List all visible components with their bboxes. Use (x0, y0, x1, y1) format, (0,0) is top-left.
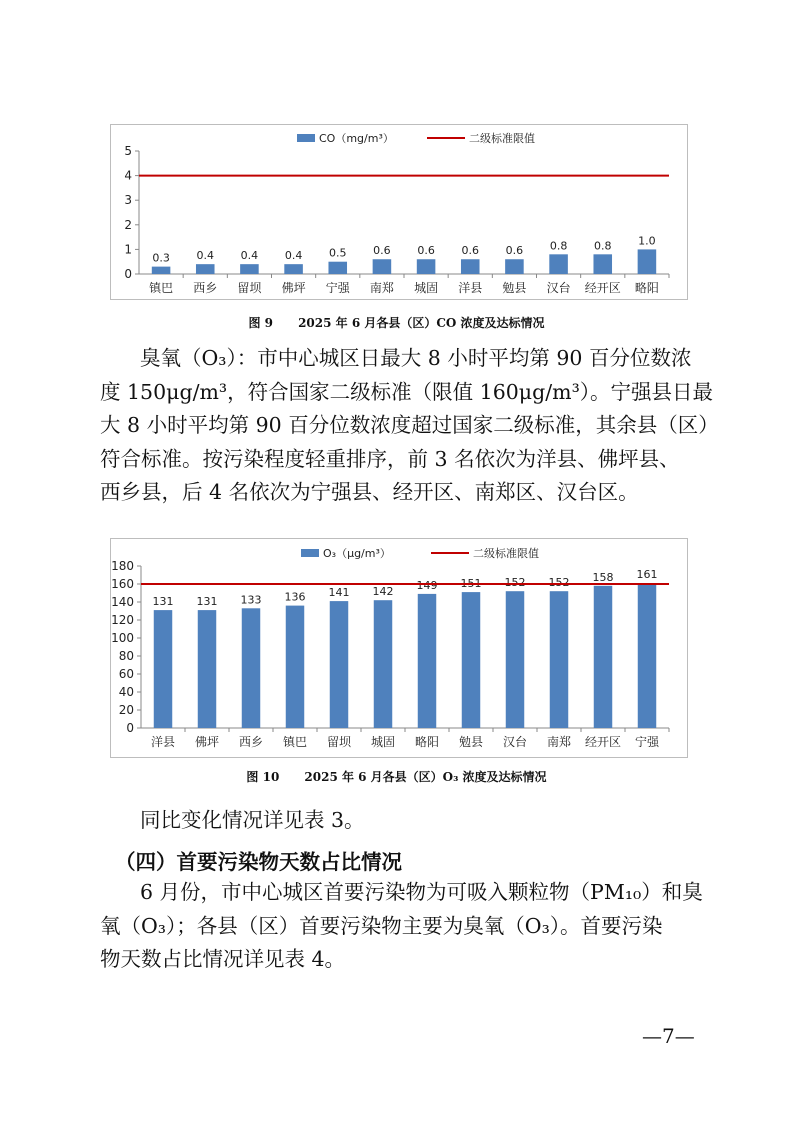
x-category-label: 汉台 (502, 735, 528, 749)
bar (196, 264, 215, 274)
bar-value-label: 141 (328, 586, 350, 600)
bar-value-label: 0.4 (196, 249, 214, 263)
bar-value-label: 158 (592, 570, 614, 584)
x-category-label: 经开区 (584, 735, 622, 749)
primary-pollutant-paragraph (100, 876, 703, 977)
bar (462, 592, 480, 728)
x-category-label: 城固 (370, 735, 396, 749)
x-category-label: 经开区 (584, 281, 621, 295)
figure-9-title: 2025 年 6 月各县（区）CO 浓度及达标情况 (298, 316, 545, 330)
bar-value-label: 0.6 (461, 244, 479, 258)
y-tick-label: 1 (124, 242, 132, 257)
figure-10-label: 图 10 (246, 770, 280, 784)
y-tick-label: 4 (124, 168, 132, 183)
bar-value-label: 131 (152, 595, 174, 609)
bar (594, 586, 612, 728)
o3-paragraph-line: 臭氧（O₃）：市中心城区日最大 8 小时平均第 90 百分位数浓 (140, 346, 692, 370)
figure-10-caption (0, 768, 793, 785)
y-tick-label: 0 (126, 721, 134, 735)
bar (152, 267, 171, 274)
x-category-label: 勉县 (458, 735, 484, 749)
co-chart (110, 124, 688, 300)
x-category-label: 汉台 (546, 281, 571, 295)
bar (549, 254, 568, 274)
x-category-label: 城固 (414, 281, 439, 295)
x-category-label: 洋县 (458, 281, 483, 295)
bar (374, 600, 392, 728)
figure-10-title: 2025 年 6 月各县（区）O₃ 浓度及达标情况 (304, 770, 547, 784)
bar (593, 254, 612, 274)
y-tick-label: 0 (124, 267, 132, 281)
bar-value-label: 152 (548, 576, 570, 590)
bar-value-label: 152 (504, 576, 526, 590)
o3-paragraph-line: 大 8 小时平均第 90 百分位数浓度超过国家二级标准，其余县（区） (100, 413, 719, 437)
legend-limit-label: 二级标准限值 (473, 547, 539, 560)
x-category-label: 留坝 (237, 281, 262, 295)
x-category-label: 南郑 (369, 281, 394, 295)
x-category-label: 略阳 (414, 735, 440, 749)
x-category-label: 镇巴 (282, 735, 308, 749)
compare-text: 同比变化情况详见表 3。 (140, 808, 365, 832)
page-number: —7— (642, 1024, 695, 1048)
legend-swatch (301, 549, 319, 557)
bar (418, 594, 436, 728)
y-tick-label: 2 (124, 217, 132, 232)
legend-series-label: O₃（μg/m³） (323, 547, 391, 560)
bar (242, 608, 260, 728)
bar (284, 264, 303, 274)
bar-value-label: 136 (284, 590, 306, 604)
x-category-label: 佛坪 (194, 735, 220, 749)
y-tick-label: 140 (111, 595, 134, 609)
bar (286, 606, 304, 728)
bar (330, 601, 348, 728)
o3-paragraph-line: 度 150μg/m³，符合国家二级标准（限值 160μg/m³）。宁强县日最 (100, 379, 714, 404)
y-tick-label: 120 (111, 613, 134, 627)
bar-value-label: 151 (460, 577, 482, 591)
x-category-label: 西乡 (193, 281, 218, 295)
bar-value-label: 0.6 (417, 244, 435, 258)
bar-value-label: 1.0 (638, 234, 656, 248)
bar-value-label: 133 (240, 593, 262, 607)
primary-paragraph-line: 氧（O₃）；各县（区）首要污染物主要为臭氧（O₃）。首要污染 (100, 913, 663, 938)
y-tick-label: 20 (118, 703, 134, 717)
bar (505, 259, 524, 274)
primary-paragraph-line: 6 月份，市中心城区首要污染物为可吸入颗粒物（PM₁₀）和臭 (140, 880, 703, 904)
legend-swatch (297, 134, 315, 142)
y-tick-label: 40 (118, 685, 134, 699)
bar (198, 610, 216, 728)
x-category-label: 镇巴 (149, 281, 174, 295)
bar (638, 583, 656, 728)
bar-value-label: 131 (196, 595, 218, 609)
legend-limit-label: 二级标准限值 (469, 132, 535, 145)
y-tick-label: 180 (111, 559, 134, 573)
figure-9-label: 图 9 (248, 316, 273, 330)
bar (328, 262, 347, 274)
bar (373, 259, 392, 274)
o3-chart (110, 538, 688, 758)
y-tick-label: 60 (118, 667, 134, 681)
bar-value-label: 0.6 (505, 244, 524, 258)
x-category-label: 宁强 (634, 735, 660, 749)
bar-value-label: 149 (416, 578, 438, 592)
bar-value-label: 0.8 (549, 239, 568, 253)
x-category-label: 西乡 (238, 735, 264, 749)
y-tick-label: 160 (111, 577, 134, 591)
x-category-label: 略阳 (634, 281, 659, 295)
bar-value-label: 0.3 (152, 251, 170, 265)
bar-value-label: 0.4 (284, 249, 303, 263)
y-tick-label: 80 (118, 649, 134, 663)
x-category-label: 留坝 (326, 735, 352, 749)
y-tick-label: 3 (124, 193, 132, 208)
o3-paragraph (100, 342, 719, 510)
bar-value-label: 0.5 (329, 246, 347, 260)
bar (417, 259, 436, 274)
co-chart-svg (111, 125, 687, 299)
x-category-label: 勉县 (502, 281, 527, 295)
bar-value-label: 0.8 (594, 239, 612, 253)
bar (506, 591, 524, 728)
x-category-label: 佛坪 (281, 281, 306, 295)
o3-chart-svg (111, 539, 687, 757)
y-tick-label: 100 (111, 631, 134, 645)
legend-series-label: CO（mg/m³） (319, 132, 394, 145)
bar-value-label: 142 (372, 585, 394, 599)
o3-paragraph-line: 符合标准。按污染程度轻重排序，前 3 名依次为洋县、佛坪县、 (100, 446, 680, 471)
x-category-label: 洋县 (150, 735, 176, 749)
compare-paragraph (140, 804, 700, 838)
bar-value-label: 0.4 (240, 249, 259, 263)
bar (154, 610, 172, 728)
bar (240, 264, 259, 274)
figure-9-caption (0, 314, 793, 331)
bar (550, 591, 568, 728)
bar-value-label: 161 (636, 568, 658, 582)
x-category-label: 南郑 (546, 735, 572, 749)
y-tick-label: 5 (124, 144, 132, 158)
bar-value-label: 0.6 (373, 244, 391, 258)
bar (461, 259, 480, 274)
bar (638, 249, 657, 274)
o3-paragraph-line: 西乡县，后 4 名依次为宁强县、经开区、南郑区、汉台区。 (100, 480, 639, 504)
primary-paragraph-line: 物天数占比情况详见表 4。 (100, 947, 346, 971)
x-category-label: 宁强 (325, 281, 350, 295)
section-heading: （四）首要污染物天数占比情况 (115, 850, 402, 874)
